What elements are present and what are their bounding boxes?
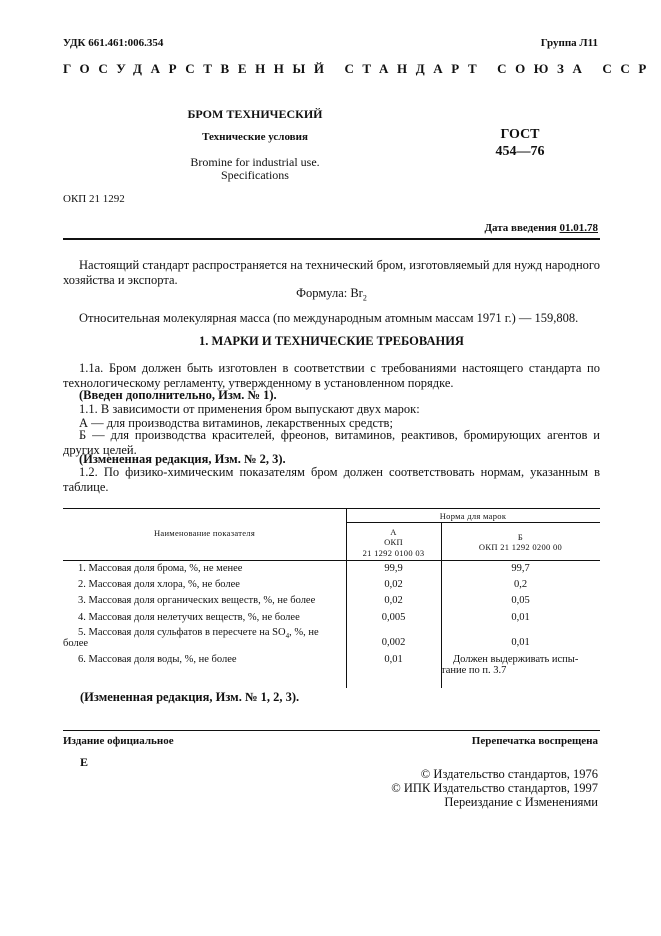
footer-rule xyxy=(63,730,600,731)
table-row-5-a: 0,002 xyxy=(381,637,406,648)
table-row-5-name-tail: , %, не xyxy=(289,627,319,638)
introduction-date-label: Дата введения xyxy=(484,222,557,234)
table-top-rule xyxy=(63,508,600,509)
table-row-6-name: 6. Массовая доля воды, %, не более xyxy=(78,654,237,665)
table-row-6-b-line1: Должен выдерживать испы- xyxy=(453,654,579,665)
gost-number: 454—76 xyxy=(495,144,545,159)
amendment-note-1: (Введен дополнительно, Изм. № 1). xyxy=(79,388,277,402)
document-title: БРОМ ТЕХНИЧЕСКИЙ xyxy=(187,107,323,121)
formula xyxy=(63,286,600,303)
gost-label: ГОСТ xyxy=(500,127,540,142)
reissue-note: Переиздание с Изменениями xyxy=(444,795,598,809)
table-row-5-name-text: 5. Массовая доля сульфатов в пересчете на SO xyxy=(78,627,286,638)
reprint-prohibited: Перепечатка воспрещена xyxy=(471,735,598,747)
table-row-4-a: 0,005 xyxy=(381,612,406,623)
molar-mass-paragraph: Относительная молекулярная масса (по международным атомным массам 1971 г.) — 159,808. xyxy=(79,311,579,325)
table-row-2-name: 2. Массовая доля хлора, %, не более xyxy=(78,579,240,590)
paragraph-1-1a: 1.1а. Бром должен быть изготовлен в соответствии с требованиями настоящего стандарта по технологическому регламенту, утвержденному в установленном порядке. xyxy=(63,361,600,390)
introduction-date xyxy=(484,222,598,234)
table-row-2-b: 0,2 xyxy=(513,579,528,590)
english-title-line2: Specifications xyxy=(221,168,289,182)
grade-a-letter: А xyxy=(390,527,397,537)
table-row-4-name: 4. Массовая доля нелетучих веществ, %, не более xyxy=(78,612,300,623)
grade-a-okp: ОКП xyxy=(384,537,403,547)
column-header-name: Наименование показателя xyxy=(153,528,256,538)
column-header-norm: Норма для марок xyxy=(439,511,507,521)
group-code: Группа Л11 xyxy=(540,37,598,49)
introduction-date-value: 01.01.78 xyxy=(559,222,598,234)
formula-label: Формула: Br xyxy=(296,286,363,300)
copyright-line-1: © Издательство стандартов, 1976 xyxy=(420,767,598,781)
table-row-6-b-line2: тание по п. 3.7 xyxy=(441,665,507,676)
grade-a-code: 21 1292 0100 03 xyxy=(362,548,425,558)
table-norm-rule xyxy=(346,522,600,523)
table-row-4-b: 0,01 xyxy=(511,612,530,623)
table-row-5-name xyxy=(78,627,319,640)
intro-paragraph: Настоящий стандарт распространяется на технический бром, изготовляемый для нужд народного хозяйства и экспорта. xyxy=(63,258,600,287)
paragraph-1-1: 1.1. В зависимости от применения бром выпускают двух марок: xyxy=(79,402,420,416)
official-edition: Издание официальное xyxy=(63,735,174,747)
formula-subscript: 2 xyxy=(362,293,367,303)
table-row-5-b: 0,01 xyxy=(511,637,530,648)
grade-a-description: А — для производства витаминов, лекарственных средств; xyxy=(79,416,393,430)
amendment-note-table: (Измененная редакция, Изм. № 1, 2, 3). xyxy=(80,690,300,704)
grade-b-letter: Б xyxy=(517,532,524,542)
table-row-5-name-line2: более xyxy=(63,638,89,649)
amendment-note-2: (Измененная редакция, Изм. № 2, 3). xyxy=(79,452,286,466)
table-row-3-name: 3. Массовая доля органических веществ, %, не более xyxy=(78,595,316,606)
grade-b-description: Б — для производства красителей, фреонов, витаминов, реактивов, бромирующих агентов и других целей. xyxy=(63,428,600,457)
state-standard-banner: ГОСУДАРСТВЕННЫЙ СТАНДАРТ СОЮЗА ССР xyxy=(63,61,655,76)
section-heading: 1. МАРКИ И ТЕХНИЧЕСКИЕ ТРЕБОВАНИЯ xyxy=(199,334,464,348)
table-row-3-a: 0,02 xyxy=(384,595,403,606)
table-row-1-a: 99,9 xyxy=(384,563,403,574)
header-rule xyxy=(63,238,600,240)
table-header-rule xyxy=(63,560,600,561)
table-row-5-name-subscript: 4 xyxy=(285,632,290,641)
udk-code: УДК 661.461:006.354 xyxy=(63,37,164,49)
table-row-2-a: 0,02 xyxy=(384,579,403,590)
okp-code: ОКП 21 1292 xyxy=(63,193,125,205)
document-subtitle: Технические условия xyxy=(202,131,308,143)
english-title-line1: Bromine for industrial use. xyxy=(190,155,320,169)
paragraph-1-2: 1.2. По физико-химическим показателям бром должен соответствовать нормам, указанным в таблице. xyxy=(63,465,600,494)
grade-b-code: ОКП 21 1292 0200 00 xyxy=(478,542,563,552)
table-row-3-b: 0,05 xyxy=(511,595,530,606)
table-row-6-a: 0,01 xyxy=(384,654,403,665)
table-row-1-name: 1. Массовая доля брома, %, не менее xyxy=(78,563,243,574)
edition-letter: Е xyxy=(80,755,89,769)
copyright-line-2: © ИПК Издательство стандартов, 1997 xyxy=(391,781,598,795)
table-row-1-b: 99,7 xyxy=(511,563,530,574)
